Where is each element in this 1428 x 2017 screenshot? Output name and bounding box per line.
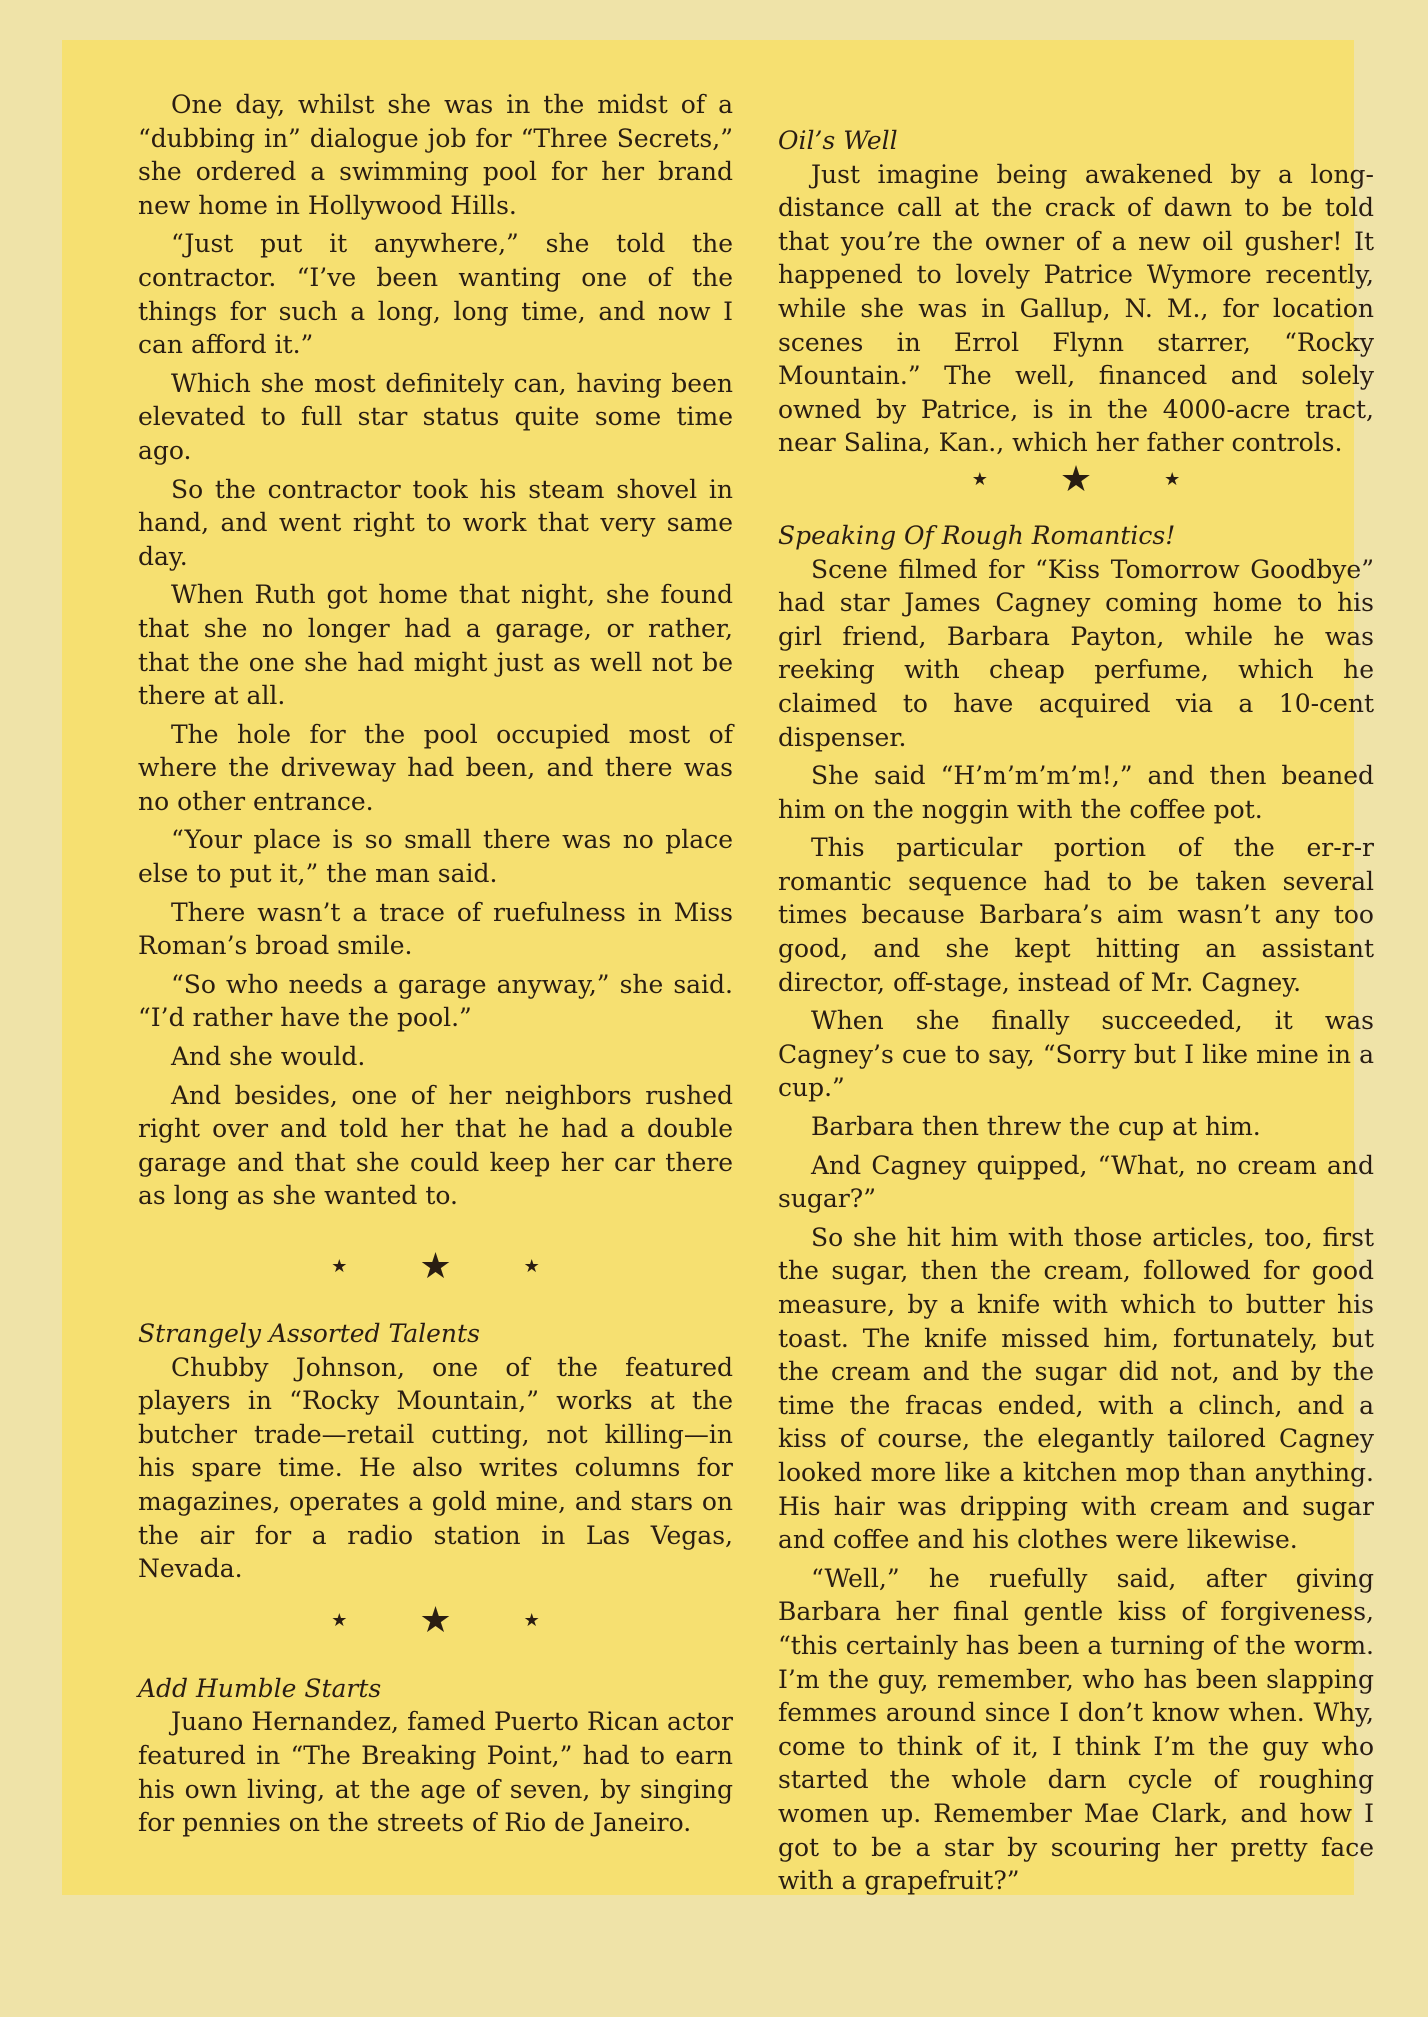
big-star-icon: ★ <box>419 1600 452 1642</box>
rough-paragraph-8: “Well,” he ruefully said, after giving Barbara her final gentle kiss of forgiveness, “this certainly has been a turning of the worm. I’m the guy, remember, who has been slapping femmes around since I don’t know when. Why, come to think of it, I think I’m the guy who started the whole darn cycle of roughing women up. Remember Mae Clark, and how I got to be a star by scouring her pretty face with a grapefruit?” <box>778 1563 1374 1896</box>
section-heading-rough: Speaking Of Rough Romantics! <box>778 520 1176 550</box>
star-separator <box>778 451 1374 507</box>
rough-paragraph-3: This particular portion of the er-r-r romantic sequence had to be taken several times because Barbara’s aim wasn’t any too good, and she kept hitting an assistant director, off-stage, instead of Mr. Cagney. <box>778 833 1374 997</box>
star-separator <box>138 1592 733 1648</box>
section-heading-oil: Oil’s Well <box>778 126 898 155</box>
big-star-icon: ★ <box>1059 459 1093 501</box>
section-heading-talents: Strangely Assorted Talents <box>138 1319 480 1348</box>
story-paragraph-8: There wasn’t a trace of ruefulness in Miss Roman’s broad smile. <box>138 897 733 961</box>
story-paragraph-4: So the contractor took his steam shovel in hand, and went right to work that very same day. <box>138 474 733 571</box>
story-paragraph-9: “So who needs a garage anyway,” she said. “I’d rather have the pool.” <box>138 969 733 1033</box>
story-paragraph-6: The hole for the pool occupied most of where the driveway had been, and there was no other entrance. <box>138 719 733 816</box>
rough-paragraph-1: Scene filmed for “Kiss Tomorrow Goodbye” had star James Cagney coming home to his girl friend, Barbara Payton, while he was reeking with cheap perfume, which he claimed to have acquired via a 10-cent dispenser. <box>778 554 1374 752</box>
story-paragraph-11: And besides, one of her neighbors rushed right over and told her that he had a double garage and that she could keep her car there as long as she wanted to. <box>138 1080 733 1211</box>
big-star-icon: ★ <box>419 1245 452 1287</box>
story-paragraph-1: One day, whilst she was in the midst of a “dubbing in” dialogue job for “Three Secrets,” she ordered a swimming pool for her brand new home in Hollywood Hills. <box>138 90 733 220</box>
section-heading-humble: Add Humble Starts <box>138 1673 382 1703</box>
story-paragraph-2: “Just put it anywhere,” she told the contractor. “I’ve been wanting one of the things for such a long, long time, and now I can afford it.” <box>138 229 733 360</box>
star-separator <box>138 1237 733 1293</box>
rough-paragraph-2: She said “H’m’m’m’m!,” and then beaned him on the noggin with the coffee pot. <box>778 761 1374 824</box>
section-body-talents: Chubby Johnson, one of the featured players in “Rocky Mountain,” works at the butcher trade—retail cutting, not killing—in his spare time. He also writes columns for magazines, operates a gold mine, and stars on the air for a radio station in Las Vegas, Nevada. <box>138 1352 733 1584</box>
small-star-icon: ★ <box>523 1610 540 1632</box>
story-paragraph-10: And she would. <box>171 1042 366 1072</box>
small-star-icon: ★ <box>331 1255 348 1277</box>
small-star-icon: ★ <box>971 469 988 491</box>
small-star-icon: ★ <box>1164 469 1181 491</box>
small-star-icon: ★ <box>523 1255 540 1277</box>
left-column <box>138 88 733 1845</box>
right-column <box>778 124 1374 1903</box>
story-paragraph-7: “Your place is so small there was no place else to put it,” the man said. <box>138 825 733 889</box>
rough-paragraph-6: And Cagney quipped, “What, no cream and sugar?” <box>778 1150 1374 1214</box>
story-paragraph-5: When Ruth got home that night, she found that she no longer had a garage, or rather, that the one she had might just as well not be there at all. <box>138 580 733 711</box>
rough-paragraph-4: When she finally succeeded, it was Cagney’s cue to say, “Sorry but I like mine in a cup.” <box>778 1006 1374 1103</box>
rough-paragraph-7: So she hit him with those articles, too, first the sugar, then the cream, followed for good measure, by a knife with which to butter his toast. The knife missed him, fortunately, but the cream and the sugar did not, and by the time the fracas ended, with a clinch, and a kiss of course, the elegantly tailored Cagney looked more like a kitchen mop than anything. His hair was dripping with cream and sugar and coffee and his clothes were likewise. <box>778 1222 1374 1555</box>
story-paragraph-3: Which she most definitely can, having been elevated to full star status quite some time ago. <box>138 368 733 465</box>
small-star-icon: ★ <box>331 1610 348 1632</box>
rough-paragraph-5: Barbara then threw the cup at him. <box>811 1112 1261 1142</box>
section-body-humble: Juano Hernandez, famed Puerto Rican actor featured in “The Breaking Point,” had to earn his own living, at the age of seven, by singing for pennies on the streets of Rio de Janeiro. <box>138 1707 733 1838</box>
section-body-oil: Just imagine being awakened by a long-distance call at the crack of dawn to be told that you’re the owner of a new oil gusher! It happened to lovely Patrice Wymore recently, while she was in Gallup, N. M., for location scenes in Errol Flynn starrer, “Rocky Mountain.” The well, financed and solely owned by Patrice, is in the 4000-acre tract, near Salina, Kan., which her father controls. <box>778 159 1374 458</box>
printed-area <box>62 40 1374 1896</box>
